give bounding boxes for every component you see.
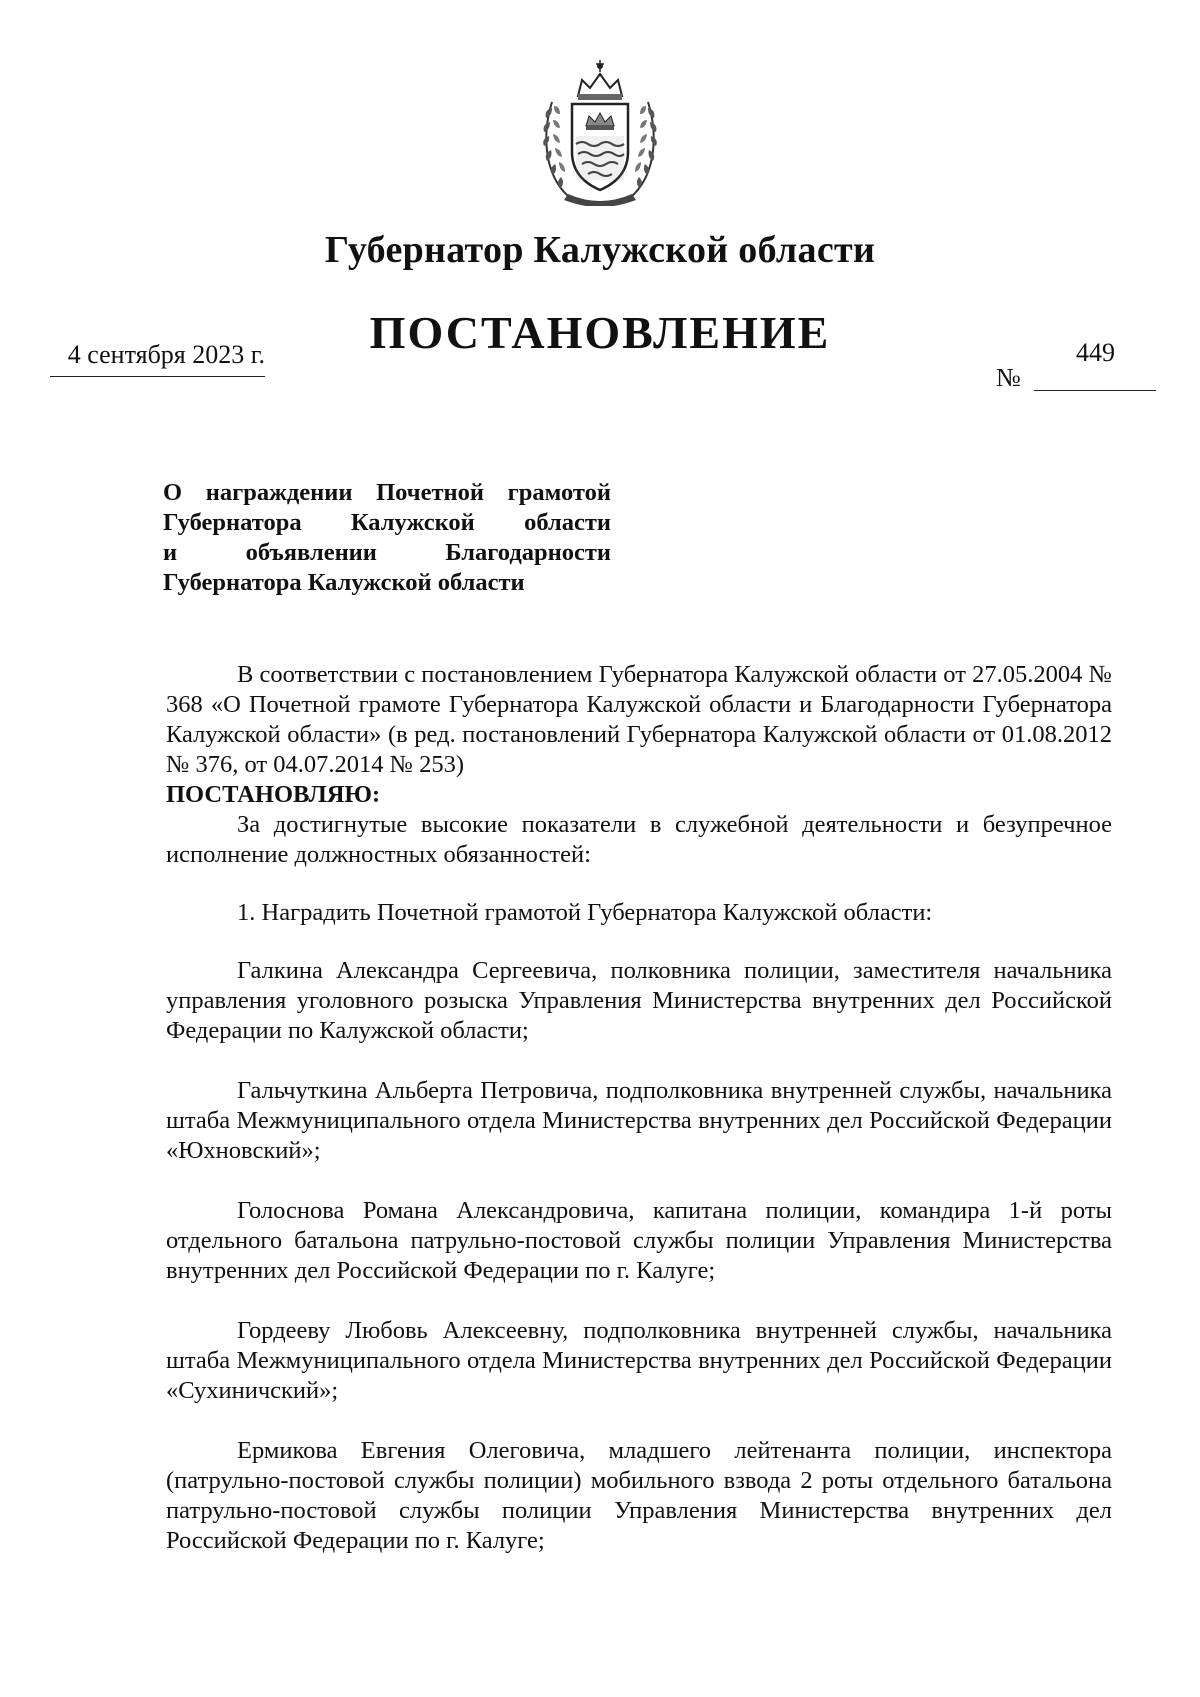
number-underline — [1034, 390, 1156, 391]
number-sign: № — [996, 363, 1021, 392]
subject-line: Губернатора Калужской области — [163, 569, 525, 596]
awardee-paragraph: Гальчуткина Альберта Петровича, подполковника внутренней службы, начальника штаба Межмуниципального отдела Министерства внутренних дел Российской Федерации «Юхновский»; — [166, 1077, 1112, 1164]
decree-word: ПОСТАНОВЛЯЮ: — [166, 781, 381, 808]
document-number-block — [996, 340, 1156, 394]
subject-line: и объявлении Благодарности — [163, 539, 611, 566]
basis-paragraph: За достигнутые высокие показатели в служебной деятельности и безупречное исполнение должностных обязанностей: — [166, 811, 1112, 868]
document-body — [166, 660, 1112, 1556]
awardee-paragraph: Галкина Александра Сергеевича, полковника полиции, заместителя начальника управления уголовного розыска Управления Министерства внутренних дел Российской Федерации по Калужской области; — [166, 957, 1112, 1044]
item-1-heading: 1. Наградить Почетной грамотой Губернатора Калужской области: — [237, 899, 933, 926]
document-number: 449 — [1076, 338, 1115, 367]
document-type-title: ПОСТАНОВЛЕНИЕ — [369, 307, 831, 358]
awardee-paragraph: Голоснова Романа Александровича, капитана полиции, командира 1-й роты отдельного батальона патрульно-постовой службы полиции Управления Министерства внутренних дел Российской Федерации по г. Калуге; — [166, 1197, 1112, 1284]
awardee-paragraph: Ермикова Евгения Олеговича, младшего лейтенанта полиции, инспектора (патрульно-постовой службы полиции) мобильного взвода 2 роты отдельного батальона патрульно-постовой службы полиции Управления Министерства внутренних дел Российской Федерации по г. Калуге; — [166, 1437, 1112, 1554]
document-subject — [163, 478, 611, 598]
document-date: 4 сентября 2023 г. — [50, 340, 265, 377]
coat-of-arms-icon — [538, 56, 662, 206]
subject-line: О награждении Почетной грамотой — [163, 479, 611, 506]
preamble-paragraph: В соответствии с постановлением Губернатора Калужской области от 27.05.2004 № 368 «О Почетной грамоте Губернатора Калужской области и Благодарности Губернатора Калужской области» (в ред. постановлений Губернатора Калужской области от 01.08.2012 № 376, от 04.07.2014 № 253) — [166, 661, 1112, 778]
awardee-paragraph: Гордееву Любовь Алексеевну, подполковника внутренней службы, начальника штаба Межмуниципального отдела Министерства внутренних дел Российской Федерации «Сухиничский»; — [166, 1317, 1112, 1404]
issuing-authority: Губернатор Калужской области — [324, 229, 876, 271]
subject-line: Губернатора Калужской области — [163, 509, 611, 536]
